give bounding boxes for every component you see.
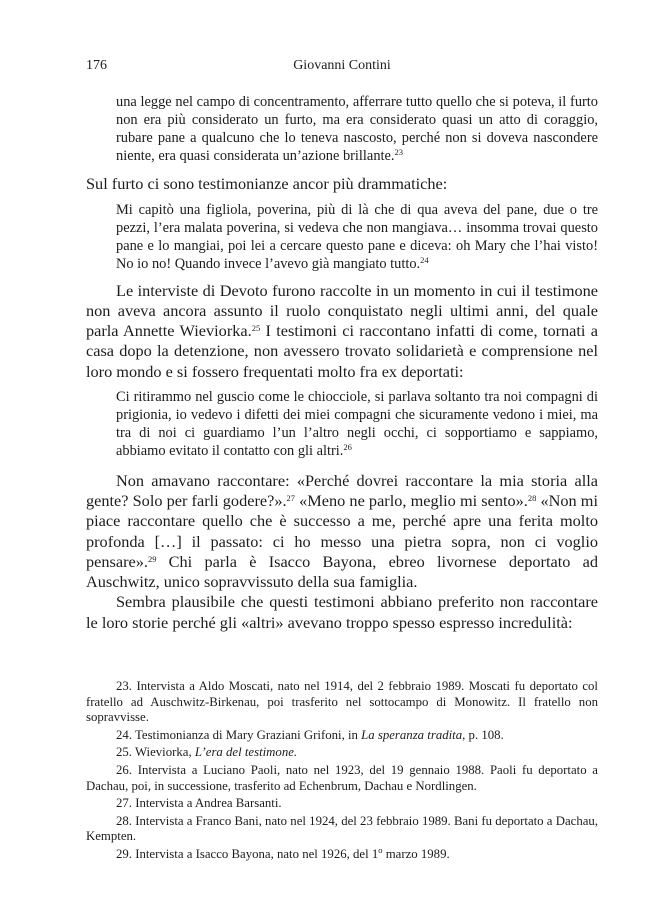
page-number: 176 [86, 58, 107, 73]
paragraph-text: I testimoni ci raccontano infatti di come, tornati a casa dopo la detenzione, non avessero trovato solidarietà e comprensione nel loro mondo e si fossero frequentati molto fra ex deportati: [86, 321, 598, 381]
footnotes [86, 679, 598, 863]
footnote [86, 745, 598, 761]
footnote: 28. Intervista a Franco Bani, nato nel 1924, del 23 febbraio 1989. Bani fu deportato a Dachau, Kempten. [86, 813, 598, 844]
paragraph-text: Non amavano raccontare: «Perché dovrei raccontare la mia storia alla gente? Solo per farli godere?». [86, 470, 598, 510]
footnote [86, 844, 598, 863]
paragraph-text: Le interviste di Devoto furono raccolte in un momento in cui il testimone non aveva ancora assunto il ruolo conquistato negli ultimi anni, del quale parla Annette Wieviorka. [86, 280, 598, 341]
footnote-ref[interactable]: 29 [147, 553, 157, 564]
body-paragraph [86, 471, 598, 593]
book-page [86, 58, 598, 863]
footnote-text: 29. Intervista a Isacco Bayona, nato nel 1926, del 1 [116, 846, 379, 861]
ordinal-indicator: o [378, 844, 383, 855]
body-paragraph [86, 281, 598, 382]
block-quote [116, 202, 598, 274]
footnote-text: 24. Testimonianza di Mary Graziani Grifoni, in [116, 727, 362, 742]
footnote: 26. Intervista a Luciano Paoli, nato nel 1923, del 19 gennaio 1988. Paoli fu deportato a Dachau, poi, in successione, trasferito ad Echenbrum, Dachau e Nordlingen. [86, 763, 598, 793]
paragraph-text: «Non mi piace raccontare quello che è successo a me, perché apre una ferita molto profonda […] il passato: ci ho messo una pietra sopra, non ci voglio pensare». [86, 490, 599, 571]
body-paragraph [86, 592, 598, 633]
quote-text: Ci ritirammo nel guscio come le chiocciole, si parlava soltanto tra noi compagni di prigionia, io vedevo i difetti dei miei compagni che sicuramente vedono i miei, ma tra di noi ci guardiamo l’un l’altro negli occhi, ci sopportiamo e sappiamo, abbiamo evitato il contatto con gli altri. [116, 389, 598, 459]
footnote: 27. Intervista a Andrea Barsanti. [116, 796, 282, 811]
footnote-ref[interactable]: 23 [394, 146, 403, 157]
book-title: La speranza tradita [361, 727, 463, 742]
footnote-ref[interactable]: 24 [420, 254, 429, 265]
book-title: L’era del testimone. [194, 745, 298, 760]
body-paragraph [86, 174, 598, 194]
block-quote [116, 389, 598, 461]
running-title: Giovanni Contini [293, 58, 391, 73]
footnote-text: 25. Wieviorka, [116, 745, 195, 760]
footnote-ref[interactable]: 28 [527, 492, 537, 503]
footnote-ref[interactable]: 27 [286, 492, 296, 503]
quote-text: Mi capitò una figliola, poverina, più di là che di qua aveva del pane, due o tre pezzi, l’era malata poverina, si vedeva che non mangiava… insomma trovai questo pane e lo mangiai, poi lei a cercare questo pane e diceva: oh Mary che l’hai visto! No io no! Quando invece l’avevo già mangiato tutto. [116, 201, 598, 272]
running-head [86, 58, 598, 82]
footnote: 23. Intervista a Aldo Moscati, nato nel 1914, del 2 febbraio 1989. Moscati fu deportato col fratello ad Auschwitz-Birkenau, poi trasferito nel sottocampo di Monowitz. Il fratello non sopravvisse. [86, 679, 598, 725]
footnote-ref[interactable]: 25 [251, 323, 261, 334]
quote-text: una legge nel campo di concentramento, afferrare tutto quello che si poteva, il furto non era più considerato un furto, ma era considerato quasi un atto di coraggio, rubare pane a qualcuno che lo teneva nascosto, perché non si doveva nascondere niente, era quasi considerata un’azione brillante. [116, 94, 598, 164]
footnote-ref[interactable]: 26 [343, 441, 352, 452]
paragraph-text: Chi parla è Isacco Bayona, ebreo livornese deportato ad Auschwitz, unico sopravvissuto della sua famiglia. [86, 551, 598, 592]
paragraph-text: «Meno ne parlo, meglio mi sento». [295, 490, 528, 510]
paragraph-text: Sul furto ci sono testimonianze ancor più drammatiche: [86, 173, 448, 193]
footnote-text: marzo 1989. [382, 846, 450, 861]
paragraph-text: Sembra plausibile che questi testimoni abbiano preferito non raccontare le loro storie perché gli «altri» avevano troppo spesso espresso incredulità: [86, 592, 598, 632]
footnote-text: , p. 108. [462, 727, 504, 742]
footnote [86, 728, 598, 744]
block-quote [116, 94, 598, 166]
